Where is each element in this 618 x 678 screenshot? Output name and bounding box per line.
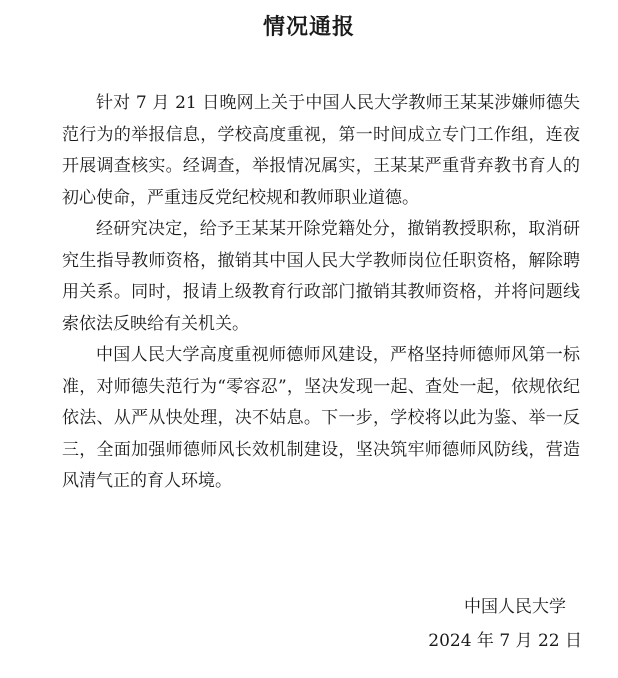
paragraph-2: 经研究决定，给予王某某开除党籍处分，撤销教授职称，取消研究生指导教师资格，撤销其中国人民大学教师岗位任职资格，解除聘用关系。同时，报请上级教育行政部门撤销其教师资格，并将问题线索依法反映给有关机关。	[62, 219, 580, 334]
paragraph-3: 中国人民大学高度重视师德师风建设，严格坚持师德师风第一标准，对师德失范行为“零容忍”，坚决发现一起、查处一起，依规依纪依法、从严从快处理，决不姑息。下一步，学校将以此为鉴、举一反三，全面加强师德师风长效机制建设，坚决筑牢师德师风防线，营造风清气正的育人环境。	[62, 345, 580, 491]
document-body	[62, 88, 580, 498]
document-title: 情况通报	[262, 14, 355, 40]
signature-organization: 中国人民大学	[464, 597, 566, 617]
paragraph-1: 针对 7 月 21 日晚网上关于中国人民大学教师王某某涉嫌师德失范行为的举报信息，学校高度重视，第一时间成立专门工作组，连夜开展调查核实。经调查，举报情况属实，王某某严重背弃教书育人的初心使命，严重违反党纪校规和教师职业道德。	[62, 93, 580, 208]
signature-date: 2024 年 7 月 22 日	[428, 631, 582, 651]
